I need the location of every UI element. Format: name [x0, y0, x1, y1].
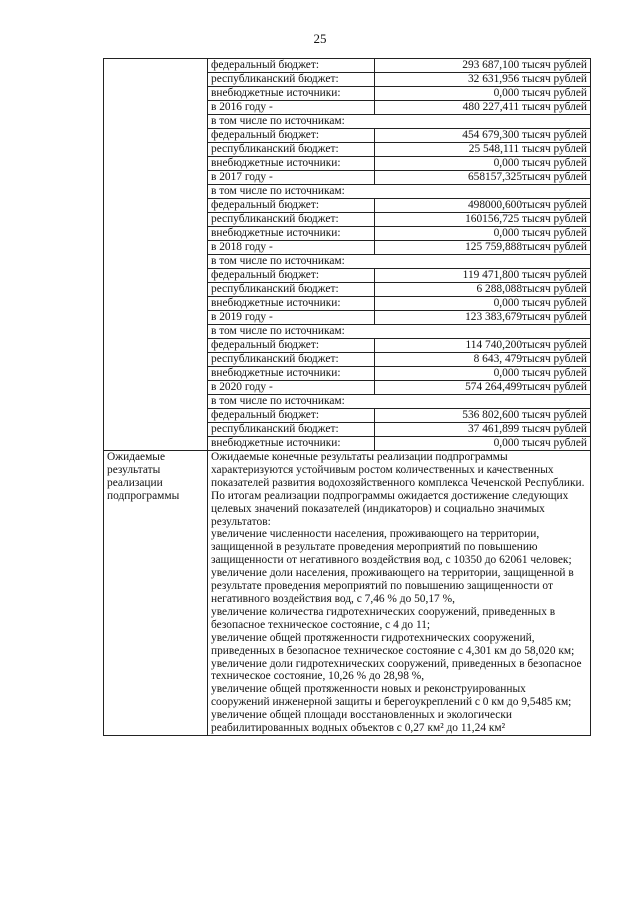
budget-value: 536 802,600 тысяч рублей	[375, 409, 591, 423]
results-item: увеличение общей протяженности новых и реконструированных сооружений инженерной защиты и берегоукреплений с 0 км до 9,5485 км;	[211, 683, 572, 709]
results-item: увеличение численности населения, проживающего на территории, защищенной в результате проведения мероприятий по повышению защищенности от негативного воздействия вод, с 10350 до 62061 человек;	[211, 528, 572, 567]
budget-label: федеральный бюджет:	[208, 269, 375, 283]
results-item: увеличение общей протяженности гидротехнических сооружений, приведенных в безопасное техническое состояние с 4,301 км до 58,020 км;	[211, 631, 575, 657]
results-intro: Ожидаемые конечные результаты реализации подпрограммы характеризуются устойчивым ростом количественных и качественных показателей развития водохозяйственного комплекса Чеченской Республики.	[211, 451, 585, 489]
budget-value: 480 227,411 тысяч рублей	[375, 101, 591, 115]
budget-value: 125 759,888тысяч рублей	[375, 241, 591, 255]
budget-label: федеральный бюджет:	[208, 129, 375, 143]
results-item: увеличение доли гидротехнических сооружений, приведенных в безопасное техническое состояние, 10,26 % до 28,98 %,	[211, 657, 582, 683]
budget-label: внебюджетные источники:	[208, 367, 375, 381]
sources-subheader: в том числе по источникам:	[208, 395, 591, 409]
budget-value: 0,000 тысяч рублей	[375, 367, 591, 381]
budget-value: 498000,600тысяч рублей	[375, 199, 591, 213]
budget-label: федеральный бюджет:	[208, 339, 375, 353]
budget-label: в 2017 году -	[208, 171, 375, 185]
budget-label: республиканский бюджет:	[208, 73, 375, 87]
expected-results-text	[208, 451, 591, 736]
sources-subheader: в том числе по источникам:	[208, 115, 591, 129]
budget-value: 119 471,800 тысяч рублей	[375, 269, 591, 283]
budget-value: 0,000 тысяч рублей	[375, 227, 591, 241]
budget-value: 293 687,100 тысяч рублей	[375, 59, 591, 73]
results-item: увеличение количества гидротехнических сооружений, приведенных в безопасное техническое состояние, с 4 до 11;	[211, 605, 556, 631]
budget-label: республиканский бюджет:	[208, 423, 375, 437]
budget-value: 8 643, 479тысяч рублей	[375, 353, 591, 367]
budget-value: 574 264,499тысяч рублей	[375, 381, 591, 395]
budget-value: 160156,725 тысяч рублей	[375, 213, 591, 227]
expected-results-row	[104, 451, 591, 736]
budget-label: федеральный бюджет:	[208, 59, 375, 73]
budget-value: 123 383,679тысяч рублей	[375, 311, 591, 325]
budget-row	[104, 59, 591, 73]
budget-label: внебюджетные источники:	[208, 297, 375, 311]
budget-value: 37 461,899 тысяч рублей	[375, 423, 591, 437]
budget-label: федеральный бюджет:	[208, 409, 375, 423]
budget-value: 25 548,111 тысяч рублей	[375, 143, 591, 157]
budget-label: внебюджетные источники:	[208, 87, 375, 101]
sources-subheader: в том числе по источникам:	[208, 325, 591, 339]
section-label-cell	[104, 59, 208, 451]
budget-value: 454 679,300 тысяч рублей	[375, 129, 591, 143]
results-lead: По итогам реализации подпрограммы ожидается достижение следующих целевых значений показателей (индикаторов) и социально значимых результатов:	[211, 489, 569, 528]
budget-value: 6 288,088тысяч рублей	[375, 283, 591, 297]
results-item: увеличение доли населения, проживающего на территории, защищенной в результате проведения мероприятий по повышению защищенности от негативного воздействия вод, с 7,46 % до 50,17 %,	[211, 567, 574, 605]
expected-results-label: Ожидаемые результаты реализации подпрограммы	[104, 451, 208, 736]
passport-table	[103, 58, 591, 736]
page-number: 25	[313, 31, 327, 46]
budget-value: 0,000 тысяч рублей	[375, 157, 591, 171]
budget-label: в 2016 году -	[208, 101, 375, 115]
budget-label: республиканский бюджет:	[208, 283, 375, 297]
budget-value: 114 740,200тысяч рублей	[375, 339, 591, 353]
budget-label: республиканский бюджет:	[208, 213, 375, 227]
budget-label: внебюджетные источники:	[208, 227, 375, 241]
budget-label: внебюджетные источники:	[208, 437, 375, 451]
sources-subheader: в том числе по источникам:	[208, 185, 591, 199]
budget-label: внебюджетные источники:	[208, 157, 375, 171]
budget-value: 658157,325тысяч рублей	[375, 171, 591, 185]
budget-value: 0,000 тысяч рублей	[375, 87, 591, 101]
budget-label: в 2018 году -	[208, 241, 375, 255]
budget-label: республиканский бюджет:	[208, 143, 375, 157]
budget-value: 32 631,956 тысяч рублей	[375, 73, 591, 87]
budget-label: в 2020 году -	[208, 381, 375, 395]
budget-label: федеральный бюджет:	[208, 199, 375, 213]
budget-section	[104, 59, 591, 451]
budget-value: 0,000 тысяч рублей	[375, 297, 591, 311]
budget-value: 0,000 тысяч рублей	[375, 437, 591, 451]
results-item: увеличение общей площади восстановленных и экологически реабилитированных водных объектов с 0,27 км² до 11,24 км²	[211, 709, 512, 735]
sources-subheader: в том числе по источникам:	[208, 255, 591, 269]
budget-label: республиканский бюджет:	[208, 353, 375, 367]
budget-label: в 2019 году -	[208, 311, 375, 325]
